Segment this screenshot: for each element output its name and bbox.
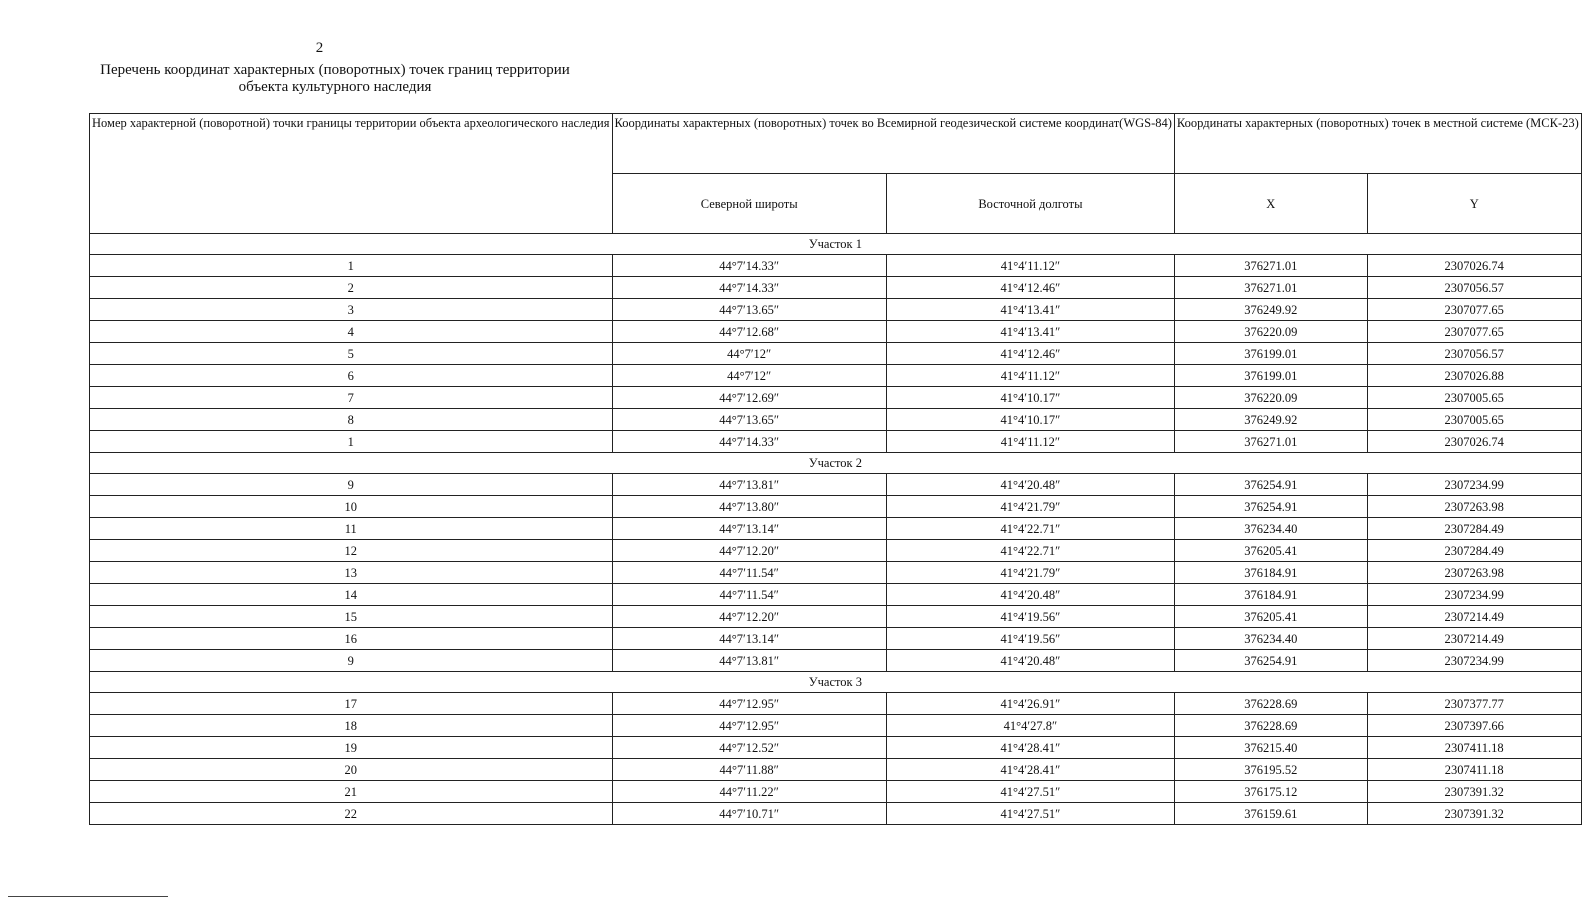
header-point-number: Номер характерной (поворотной) точки границы территории объекта археологического наследия [90,114,613,234]
cell-x: 376228.69 [1174,693,1367,715]
title-line-2: объекта культурного наследия [238,79,432,95]
cell-east-longitude: 41°4′26.91″ [886,693,1174,715]
cell-north-latitude: 44°7′12.69″ [612,387,886,409]
table-row [90,693,1582,715]
table-row [90,365,1582,387]
cell-x: 376234.40 [1174,518,1367,540]
cell-x: 376159.61 [1174,803,1367,825]
table-row [90,518,1582,540]
cell-y: 2307026.74 [1367,431,1581,453]
header-msk23-group: Координаты характерных (поворотных) точек в местной системе (МСК-23) [1174,114,1581,174]
cell-y: 2307056.57 [1367,343,1581,365]
section-row [90,672,1582,693]
cell-north-latitude: 44°7′11.22″ [612,781,886,803]
cell-east-longitude: 41°4′11.12″ [886,255,1174,277]
cell-east-longitude: 41°4′27.8″ [886,715,1174,737]
cell-east-longitude: 41°4′10.17″ [886,387,1174,409]
cell-east-longitude: 41°4′22.71″ [886,518,1174,540]
cell-east-longitude: 41°4′12.46″ [886,277,1174,299]
cell-point-number: 2 [90,277,613,299]
cell-x: 376249.92 [1174,299,1367,321]
header-x: X [1174,174,1367,234]
cell-x: 376215.40 [1174,737,1367,759]
cell-x: 376271.01 [1174,431,1367,453]
cell-x: 376199.01 [1174,365,1367,387]
cell-y: 2307263.98 [1367,562,1581,584]
cell-y: 2307005.65 [1367,409,1581,431]
cell-point-number: 3 [90,299,613,321]
cell-y: 2307077.65 [1367,321,1581,343]
cell-point-number: 10 [90,496,613,518]
coordinates-table-body [90,234,1582,825]
table-row [90,606,1582,628]
document-title [70,62,600,96]
cell-point-number: 8 [90,409,613,431]
cell-y: 2307026.74 [1367,255,1581,277]
cell-east-longitude: 41°4′21.79″ [886,562,1174,584]
cell-east-longitude: 41°4′20.48″ [886,474,1174,496]
title-line-1: Перечень координат характерных (поворотных) точек границ территории [100,62,570,78]
cell-north-latitude: 44°7′12.20″ [612,540,886,562]
cell-point-number: 16 [90,628,613,650]
header-wgs84-group: Координаты характерных (поворотных) точек во Всемирной геодезической системе координат(WGS-84) [612,114,1174,174]
cell-y: 2307234.99 [1367,474,1581,496]
cell-point-number: 12 [90,540,613,562]
section-row [90,453,1582,474]
section-label: Участок 2 [90,453,1582,474]
cell-north-latitude: 44°7′12.20″ [612,606,886,628]
cell-east-longitude: 41°4′22.71″ [886,540,1174,562]
table-row [90,650,1582,672]
table-row [90,781,1582,803]
cell-north-latitude: 44°7′14.33″ [612,431,886,453]
cell-point-number: 5 [90,343,613,365]
cell-point-number: 7 [90,387,613,409]
table-row [90,277,1582,299]
cell-y: 2307214.49 [1367,606,1581,628]
cell-x: 376175.12 [1174,781,1367,803]
table-row [90,715,1582,737]
table-row [90,540,1582,562]
cell-north-latitude: 44°7′10.71″ [612,803,886,825]
cell-north-latitude: 44°7′13.80″ [612,496,886,518]
table-row [90,759,1582,781]
cell-point-number: 1 [90,431,613,453]
cell-east-longitude: 41°4′10.17″ [886,409,1174,431]
cell-east-longitude: 41°4′19.56″ [886,606,1174,628]
cell-x: 376234.40 [1174,628,1367,650]
footer-divider [8,896,168,897]
cell-x: 376184.91 [1174,584,1367,606]
table-row [90,803,1582,825]
cell-point-number: 6 [90,365,613,387]
cell-north-latitude: 44°7′12.68″ [612,321,886,343]
cell-north-latitude: 44°7′13.14″ [612,518,886,540]
cell-x: 376254.91 [1174,474,1367,496]
table-row [90,431,1582,453]
cell-x: 376271.01 [1174,255,1367,277]
cell-point-number: 21 [90,781,613,803]
cell-point-number: 18 [90,715,613,737]
cell-x: 376205.41 [1174,540,1367,562]
cell-x: 376271.01 [1174,277,1367,299]
cell-point-number: 20 [90,759,613,781]
table-row [90,628,1582,650]
coordinates-table [89,113,1582,825]
cell-point-number: 1 [90,255,613,277]
cell-y: 2307056.57 [1367,277,1581,299]
cell-north-latitude: 44°7′13.14″ [612,628,886,650]
table-row [90,343,1582,365]
cell-y: 2307411.18 [1367,759,1581,781]
cell-y: 2307005.65 [1367,387,1581,409]
cell-east-longitude: 41°4′19.56″ [886,628,1174,650]
cell-north-latitude: 44°7′14.33″ [612,255,886,277]
cell-y: 2307397.66 [1367,715,1581,737]
cell-y: 2307377.77 [1367,693,1581,715]
cell-east-longitude: 41°4′28.41″ [886,759,1174,781]
cell-point-number: 9 [90,650,613,672]
cell-north-latitude: 44°7′14.33″ [612,277,886,299]
cell-point-number: 22 [90,803,613,825]
cell-y: 2307391.32 [1367,781,1581,803]
cell-north-latitude: 44°7′12.95″ [612,693,886,715]
section-label: Участок 1 [90,234,1582,255]
table-row [90,474,1582,496]
cell-y: 2307284.49 [1367,518,1581,540]
cell-x: 376249.92 [1174,409,1367,431]
cell-north-latitude: 44°7′12″ [612,343,886,365]
table-row [90,387,1582,409]
cell-y: 2307391.32 [1367,803,1581,825]
cell-east-longitude: 41°4′13.41″ [886,321,1174,343]
cell-x: 376254.91 [1174,496,1367,518]
cell-north-latitude: 44°7′13.65″ [612,299,886,321]
page-number: 2 [315,40,324,56]
cell-point-number: 15 [90,606,613,628]
header-east-longitude: Восточной долготы [886,174,1174,234]
table-row [90,496,1582,518]
cell-point-number: 19 [90,737,613,759]
cell-east-longitude: 41°4′12.46″ [886,343,1174,365]
cell-east-longitude: 41°4′27.51″ [886,781,1174,803]
cell-x: 376184.91 [1174,562,1367,584]
table-row [90,737,1582,759]
cell-point-number: 4 [90,321,613,343]
cell-x: 376195.52 [1174,759,1367,781]
cell-east-longitude: 41°4′20.48″ [886,650,1174,672]
cell-point-number: 13 [90,562,613,584]
cell-north-latitude: 44°7′11.54″ [612,584,886,606]
cell-north-latitude: 44°7′12″ [612,365,886,387]
cell-y: 2307026.88 [1367,365,1581,387]
table-row [90,562,1582,584]
cell-x: 376205.41 [1174,606,1367,628]
cell-east-longitude: 41°4′11.12″ [886,365,1174,387]
cell-point-number: 11 [90,518,613,540]
cell-y: 2307214.49 [1367,628,1581,650]
cell-north-latitude: 44°7′12.52″ [612,737,886,759]
table-row [90,584,1582,606]
cell-north-latitude: 44°7′11.54″ [612,562,886,584]
cell-y: 2307077.65 [1367,299,1581,321]
cell-x: 376199.01 [1174,343,1367,365]
cell-east-longitude: 41°4′20.48″ [886,584,1174,606]
cell-north-latitude: 44°7′11.88″ [612,759,886,781]
cell-north-latitude: 44°7′13.81″ [612,474,886,496]
cell-east-longitude: 41°4′28.41″ [886,737,1174,759]
cell-east-longitude: 41°4′13.41″ [886,299,1174,321]
cell-y: 2307411.18 [1367,737,1581,759]
cell-x: 376220.09 [1174,387,1367,409]
cell-east-longitude: 41°4′11.12″ [886,431,1174,453]
section-label: Участок 3 [90,672,1582,693]
header-y: Y [1367,174,1581,234]
cell-y: 2307234.99 [1367,584,1581,606]
cell-point-number: 9 [90,474,613,496]
cell-y: 2307263.98 [1367,496,1581,518]
header-north-latitude: Северной широты [612,174,886,234]
cell-y: 2307234.99 [1367,650,1581,672]
cell-north-latitude: 44°7′13.81″ [612,650,886,672]
cell-x: 376220.09 [1174,321,1367,343]
table-row [90,299,1582,321]
cell-y: 2307284.49 [1367,540,1581,562]
cell-x: 376254.91 [1174,650,1367,672]
cell-point-number: 14 [90,584,613,606]
cell-east-longitude: 41°4′27.51″ [886,803,1174,825]
cell-north-latitude: 44°7′12.95″ [612,715,886,737]
table-row [90,321,1582,343]
cell-east-longitude: 41°4′21.79″ [886,496,1174,518]
cell-north-latitude: 44°7′13.65″ [612,409,886,431]
cell-x: 376228.69 [1174,715,1367,737]
table-row [90,409,1582,431]
table-row [90,255,1582,277]
section-row [90,234,1582,255]
cell-point-number: 17 [90,693,613,715]
